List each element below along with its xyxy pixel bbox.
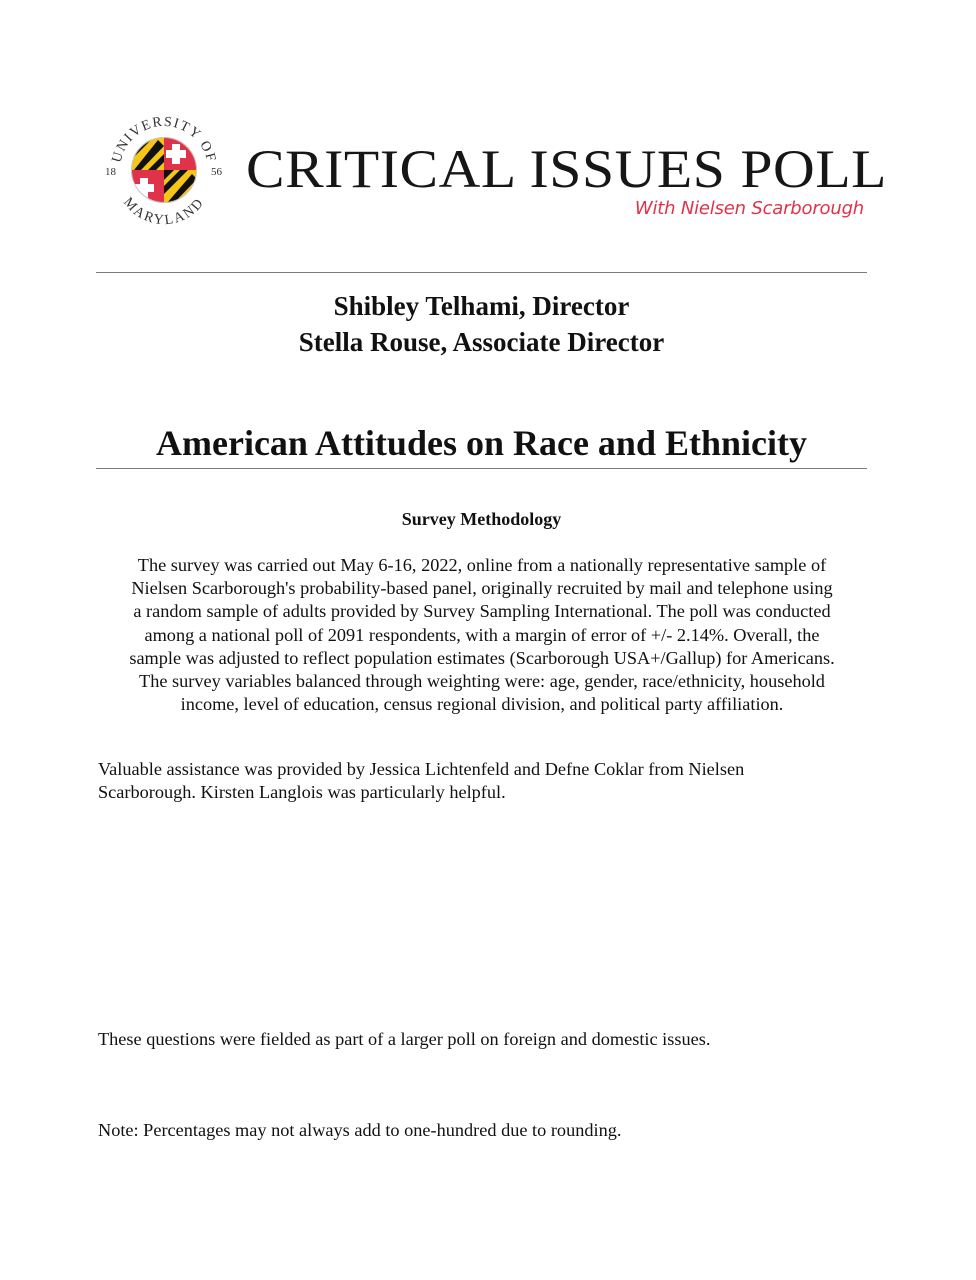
associate-director-name: Stella Rouse, Associate Director — [298, 327, 665, 357]
director-name: Shibley Telhami, Director — [333, 291, 630, 321]
methodology-line: Nielsen Scarborough's probability-based panel, originally recruited by mail and telephone using — [131, 578, 833, 599]
title-divider — [96, 468, 867, 469]
methodology-line: a random sample of adults provided by Survey Sampling International. The poll was conducted — [133, 601, 831, 622]
seal-text-bottom: MARYLAND — [120, 194, 208, 229]
acknowledgment-line: Scarborough. Kirsten Langlois was particularly helpful. — [98, 782, 506, 803]
seal-text-top: UNIVERSITY OF — [109, 114, 219, 165]
fielded-note: These questions were fielded as part of a larger poll on foreign and domestic issues. — [98, 1029, 711, 1049]
methodology-line: The survey was carried out May 6-16, 2022, online from a nationally representative sample of — [137, 555, 827, 575]
brand-subtitle: With Nielsen Scarborough — [634, 198, 864, 219]
university-seal-logo — [96, 102, 232, 238]
maryland-flag-globe — [131, 137, 197, 203]
header-divider — [96, 272, 867, 273]
acknowledgment-line: Valuable assistance was provided by Jessica Lichtenfeld and Defne Coklar from Nielsen — [98, 759, 745, 779]
document-title: American Attitudes on Race and Ethnicity — [156, 423, 807, 463]
methodology-line: sample was adjusted to reflect population estimates (Scarborough USA+/Gallup) for Americans. — [129, 647, 835, 668]
brand-title: CRITICAL ISSUES POLL — [246, 139, 887, 199]
methodology-line: income, level of education, census regional division, and political party affiliation. — [180, 694, 784, 715]
rounding-note: Note: Percentages may not always add to one-hundred due to rounding. — [98, 1120, 622, 1140]
seal-year-left: 18 — [105, 166, 116, 178]
methodology-heading: Survey Methodology — [401, 509, 562, 529]
seal-year-right: 56 — [211, 166, 222, 178]
methodology-line: The survey variables balanced through weighting were: age, gender, race/ethnicity, household — [139, 671, 825, 692]
acknowledgment-paragraph — [98, 758, 878, 804]
methodology-line: among a national poll of 2091 respondents, with a margin of error of +/- 2.14%. Overall, the — [144, 624, 820, 645]
methodology-paragraph — [92, 554, 872, 716]
